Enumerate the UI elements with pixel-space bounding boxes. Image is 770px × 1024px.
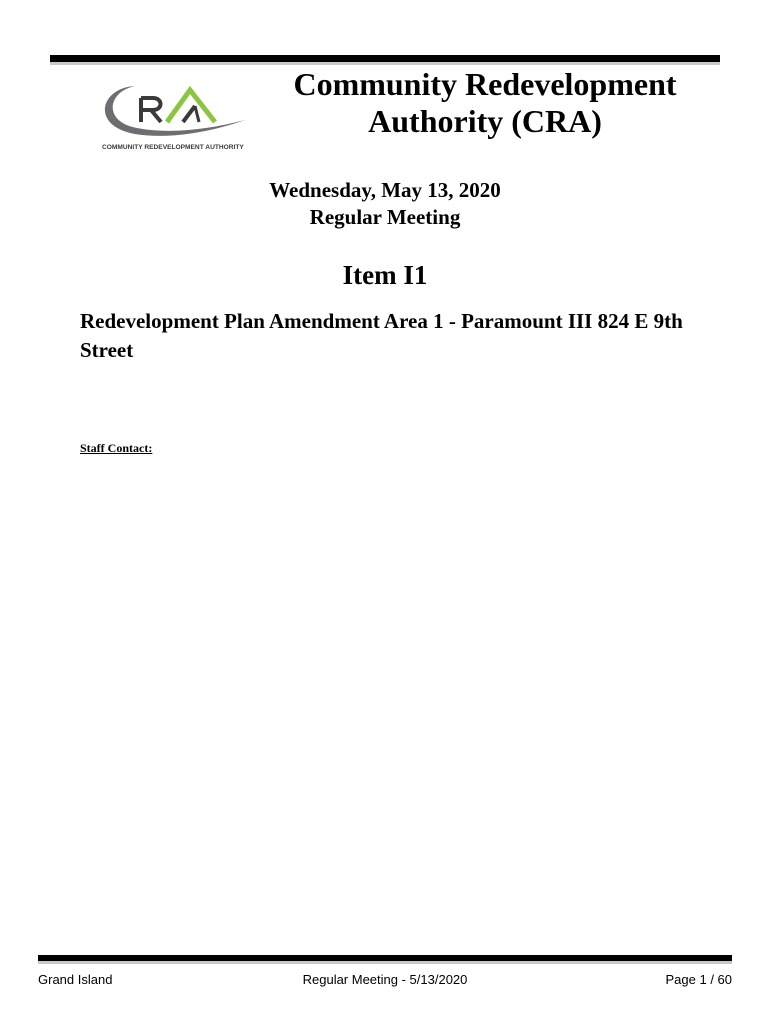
item-number: Item I1 bbox=[342, 260, 428, 290]
meeting-date: Wednesday, May 13, 2020 bbox=[269, 178, 501, 202]
organization-title bbox=[270, 66, 700, 140]
staff-contact-label: Staff Contact: bbox=[80, 441, 153, 455]
organization-title-line-2: Authority (CRA) bbox=[368, 103, 602, 139]
cra-logo bbox=[95, 78, 255, 158]
footer-page-number: Page 1 / 60 bbox=[665, 972, 732, 987]
item-title: Redevelopment Plan Amendment Area 1 - Paramount III 824 E 9th Street bbox=[80, 309, 683, 362]
logo-caption: COMMUNITY REDEVELOPMENT AUTHORITY bbox=[102, 144, 244, 151]
footer-city: Grand Island bbox=[38, 972, 113, 987]
header-rule bbox=[50, 55, 720, 62]
meeting-type: Regular Meeting bbox=[309, 205, 461, 229]
organization-title-line-1: Community Redevelopment bbox=[293, 66, 677, 102]
footer-rule bbox=[38, 955, 732, 961]
footer-meeting: Regular Meeting - 5/13/2020 bbox=[302, 972, 468, 987]
